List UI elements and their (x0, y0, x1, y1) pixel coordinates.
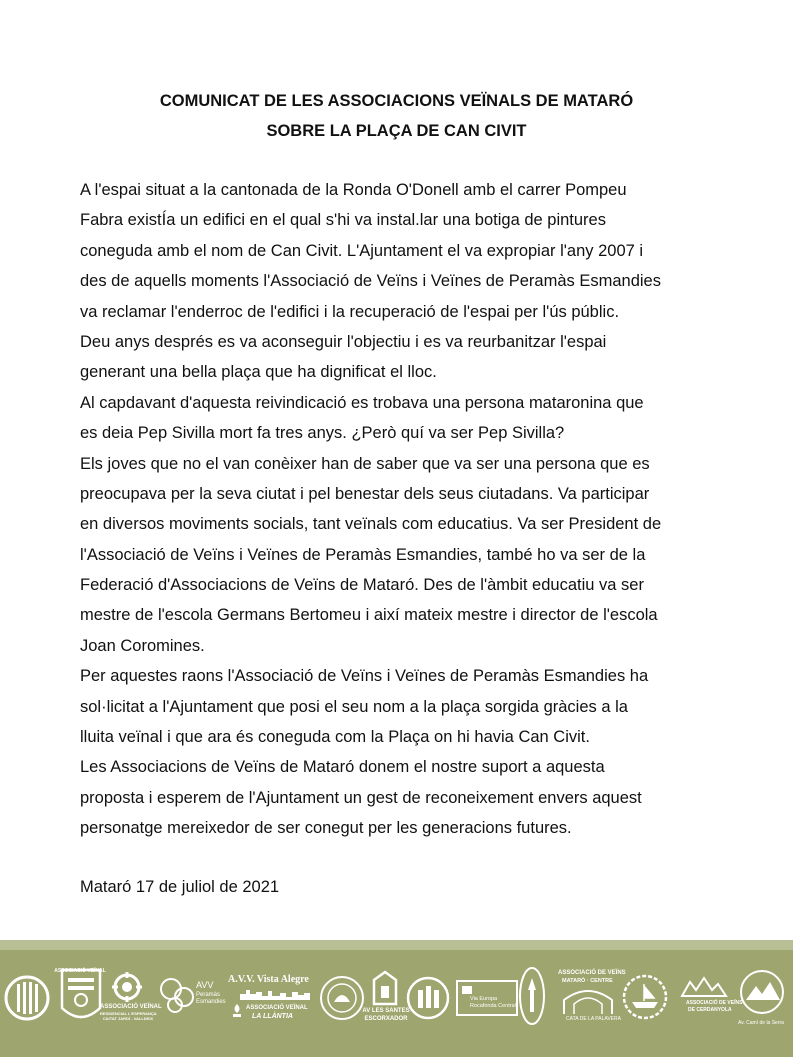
vista-alegre-logo-text: A.V.V. Vista Alegre (228, 974, 309, 985)
body-line: Els joves que no el van conèixer han de saber que va ser una persona que es (80, 454, 650, 473)
rocafonda-logo-text-2: Rocafonda Central (470, 1003, 516, 1009)
body-line: es deia Pep Sivilla mort fa tres anys. ¿Però quí va ser Pep Sivilla? (80, 424, 565, 443)
body-line: en diversos moviments socials, tant veïnals com educatius. Va ser President de (80, 515, 662, 534)
molino-logo-text: ASSOCIACIÓ VEÏNAL (54, 968, 106, 974)
peramas-logo-text-3: Esmandies (196, 999, 226, 1005)
esperanca-logo-icon (112, 972, 142, 1002)
llantia-lamp-icon (230, 1003, 244, 1019)
signoff-date: Mataró 17 de juliol de 2021 (80, 878, 280, 896)
body-line: va reclamar l'enderroc de l'edifici i la recuperació de l'espai per l'ús públic. (80, 302, 620, 321)
mataro-centre-arch-icon (560, 986, 616, 1016)
body-line: lluita veïnal i que ara és coneguda com la Plaça on hi havia Can Civit. (80, 728, 590, 747)
cerdanyola-logo-icon (680, 974, 728, 998)
document-title-line-2: SOBRE LA PLAÇA DE CAN CIVIT (266, 122, 527, 140)
body-line: Fabra existÍa un edifici en el qual s'hi va instal.lar una botiga de pintures (80, 211, 606, 230)
body-line: Al capdavant d'aquesta reivindicació es trobava una persona mataronina que (80, 393, 644, 412)
body-line: Les Associacions de Veïns de Mataró donem el nostre suport a aquesta (80, 758, 605, 777)
body-line: sol·licitat a l'Ajuntament que posi el seu nom a la plaça sorgida gràcies a la (80, 697, 628, 716)
cami-serra-logo-icon (738, 968, 786, 1018)
les-santes-logo-text-1: AV LES SANTES (362, 1008, 410, 1014)
body-line: des de aquells moments l'Associació de Veïns i Veïnes de Peramàs Esmandies (80, 272, 661, 291)
body-line: A l'espai situat a la cantonada de la Ronda O'Donell amb el carrer Pompeu (80, 181, 627, 199)
round-seal-logo (318, 974, 366, 1022)
esperanca-logo-text-1: ASSOCIACIÓ VEÏNAL (100, 1004, 162, 1010)
body-line: Per aquestes raons l'Associació de Veïns i Veïnes de Peramàs Esmandies ha (80, 667, 649, 686)
cerdanyola-logo-text-1: ASSOCIACIÓ DE VEÏNS (686, 1000, 743, 1006)
body-line: Deu anys després es va aconseguir l'objectiu i es va reurbanitzar l'espai (80, 332, 607, 351)
body-line: generant una bella plaça que ha dignificat el lloc. (80, 363, 437, 382)
mataro-centre-logo-text-1: ASSOCIACIÓ DE VEÏNS (558, 970, 626, 976)
mataro-centre-logo-text-2: MATARÓ · CENTRE (562, 978, 613, 984)
esperanca-logo-text-2: RESIDENCIAL L'ESPERANÇA (100, 1011, 157, 1016)
cami-serra-logo-text: Av. Camí de la Serra (738, 1020, 784, 1026)
building-seal-logo (406, 976, 450, 1020)
footer-logo-band (0, 950, 793, 1057)
footer-accent-strip (0, 940, 793, 950)
document-title-line-1: COMUNICAT DE LES ASSOCIACIONS VEÏNALS DE MATARÓ (159, 92, 634, 110)
esperanca-logo-text-3: CIUTAT JARDÍ - VALLDEIX (102, 1016, 154, 1021)
rocafonda-logo-text-1: Via Europa (470, 996, 498, 1002)
ship-badge-logo (622, 974, 668, 1020)
document-body (80, 175, 740, 844)
body-line: proposta i esperem de l'Ajuntament un gest de reconeixement envers aquest (80, 788, 642, 807)
body-line: mestre de l'escola Germans Bertomeu i així mateix mestre i director de l'escola (80, 606, 658, 625)
peramas-logo-text-2: Peramàs (196, 992, 221, 998)
les-santes-logo-text-2: ESCORXADOR (364, 1016, 408, 1022)
llantia-logo-text-2: LA LLÀNTIA (252, 1013, 293, 1020)
body-line: l'Associació de Veïns i Veïnes de Peramàs Esmandies, també ho va ser de la (80, 545, 646, 564)
mataro-centre-logo-text-3: CATA DE LA PALAVERA (566, 1016, 621, 1022)
molino-logo (60, 968, 102, 1026)
oval-tower-logo (518, 966, 546, 1026)
body-line: personatge mereixedor de ser conegut per les generacions futures. (80, 819, 572, 838)
body-line: coneguda amb el nom de Can Civit. L'Ajuntament el va expropiar l'any 2007 i (80, 241, 644, 260)
body-line: Federació d'Associacions de Veïns de Mataró. Des de l'àmbit educatiu va ser (80, 576, 644, 595)
llantia-logo-text-1: ASSOCIACIÓ VEÏNAL (246, 1005, 308, 1011)
les-santes-logo-icon (372, 970, 398, 1006)
cerdanyola-logo-text-2: DE CERDANYOLA (688, 1007, 732, 1013)
vista-alegre-skyline-icon (240, 988, 310, 1000)
body-line: Joan Coromines. (80, 636, 205, 655)
emblem-striped-logo (4, 975, 50, 1021)
peramas-logo-text-1: AVV (196, 980, 214, 990)
body-line: preocupava per la seva ciutat i pel benestar dels seus ciutadans. Va participar (80, 484, 650, 503)
